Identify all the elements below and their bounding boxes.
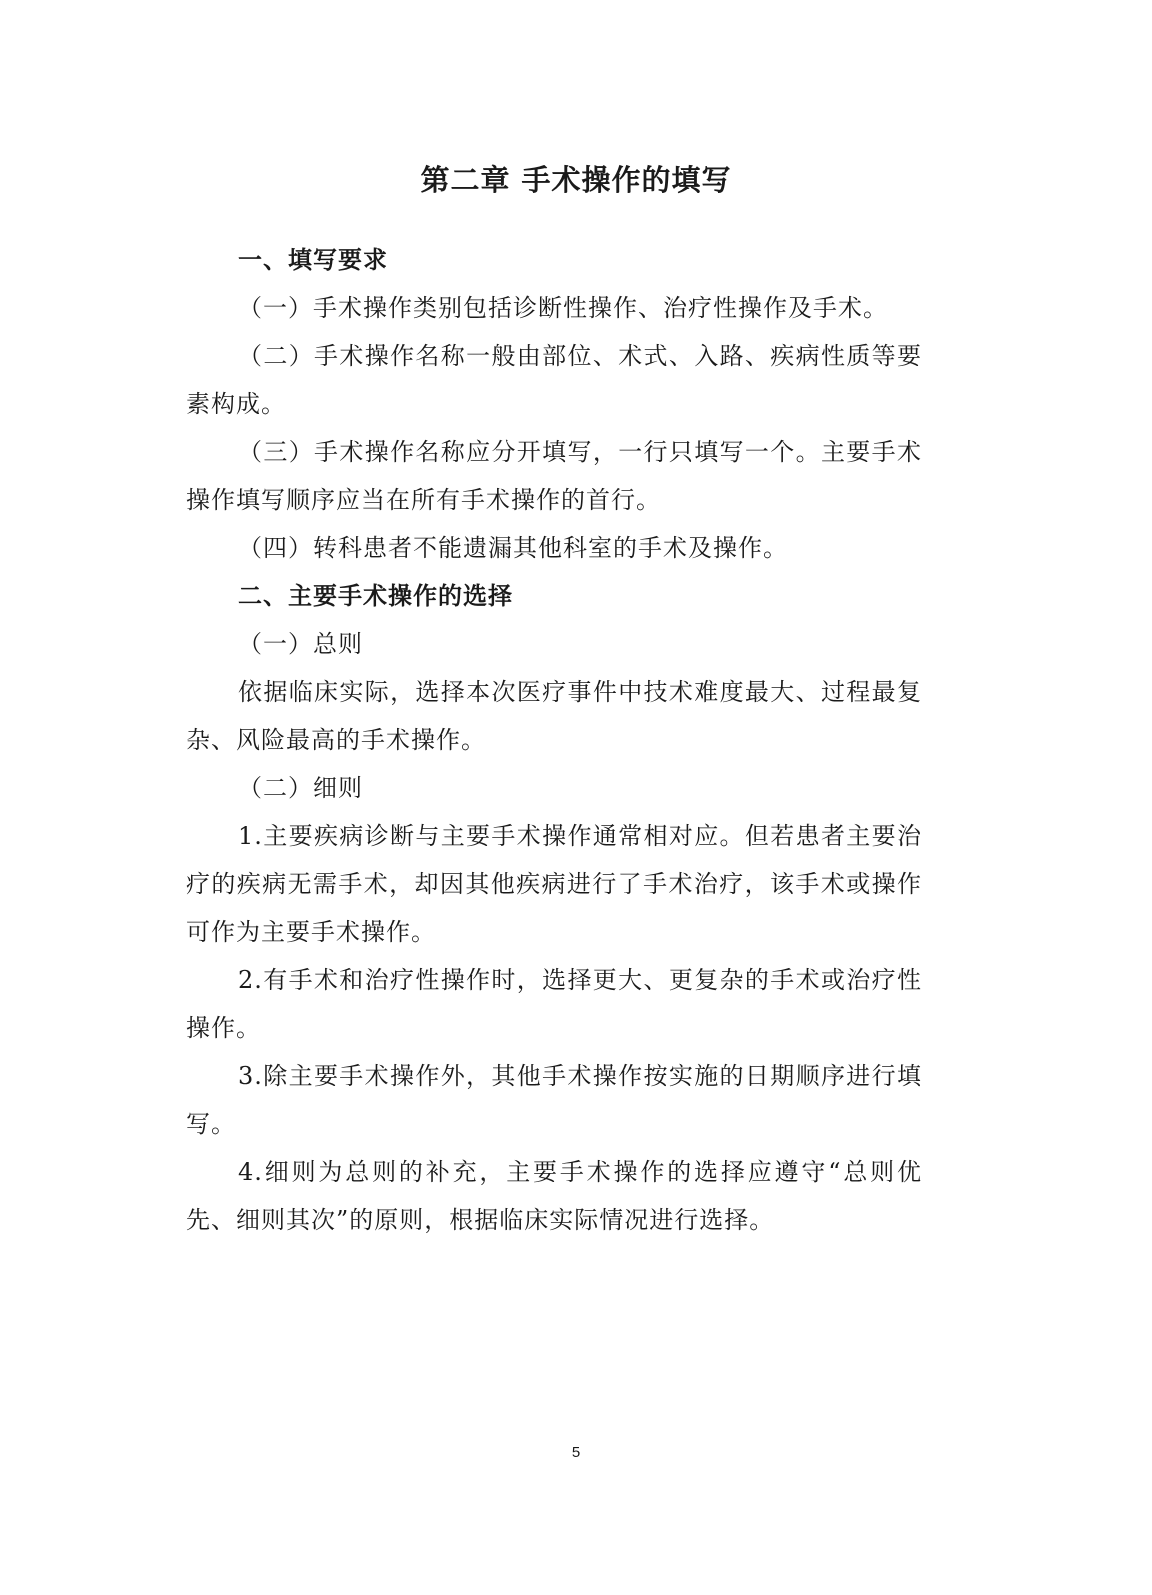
page-number: 5 [571,1444,581,1461]
paragraph: 2.有手术和治疗性操作时，选择更大、更复杂的手术或治疗性操作。 [186,966,922,1042]
paragraph: 4.细则为总则的补充，主要手术操作的选择应遵守“总则优先、细则其次”的原则，根据临床实际情况进行选择。 [186,1158,922,1234]
paragraph: （二）细则 [238,774,363,802]
paragraph: （二）手术操作名称一般由部位、术式、入路、疾病性质等要素构成。 [186,342,922,418]
paragraph: （四）转科患者不能遗漏其他科室的手术及操作。 [238,534,788,562]
paragraph: 1.主要疾病诊断与主要手术操作通常相对应。但若患者主要治疗的疾病无需手术，却因其他疾病进行了手术治疗，该手术或操作可作为主要手术操作。 [186,822,922,946]
section-heading: 一、填写要求 [238,246,388,274]
section-heading: 二、主要手术操作的选择 [238,582,513,610]
chapter-title: 第二章 手术操作的填写 [420,163,732,197]
document-body [186,236,922,1244]
paragraph: 依据临床实际，选择本次医疗事件中技术难度最大、过程最复杂、风险最高的手术操作。 [186,678,922,754]
paragraph: （一）总则 [238,630,363,658]
paragraph: （一）手术操作类别包括诊断性操作、治疗性操作及手术。 [238,294,888,322]
paragraph: 3.除主要手术操作外，其他手术操作按实施的日期顺序进行填写。 [186,1062,922,1138]
paragraph: （三）手术操作名称应分开填写，一行只填写一个。主要手术操作填写顺序应当在所有手术操作的首行。 [186,438,922,514]
